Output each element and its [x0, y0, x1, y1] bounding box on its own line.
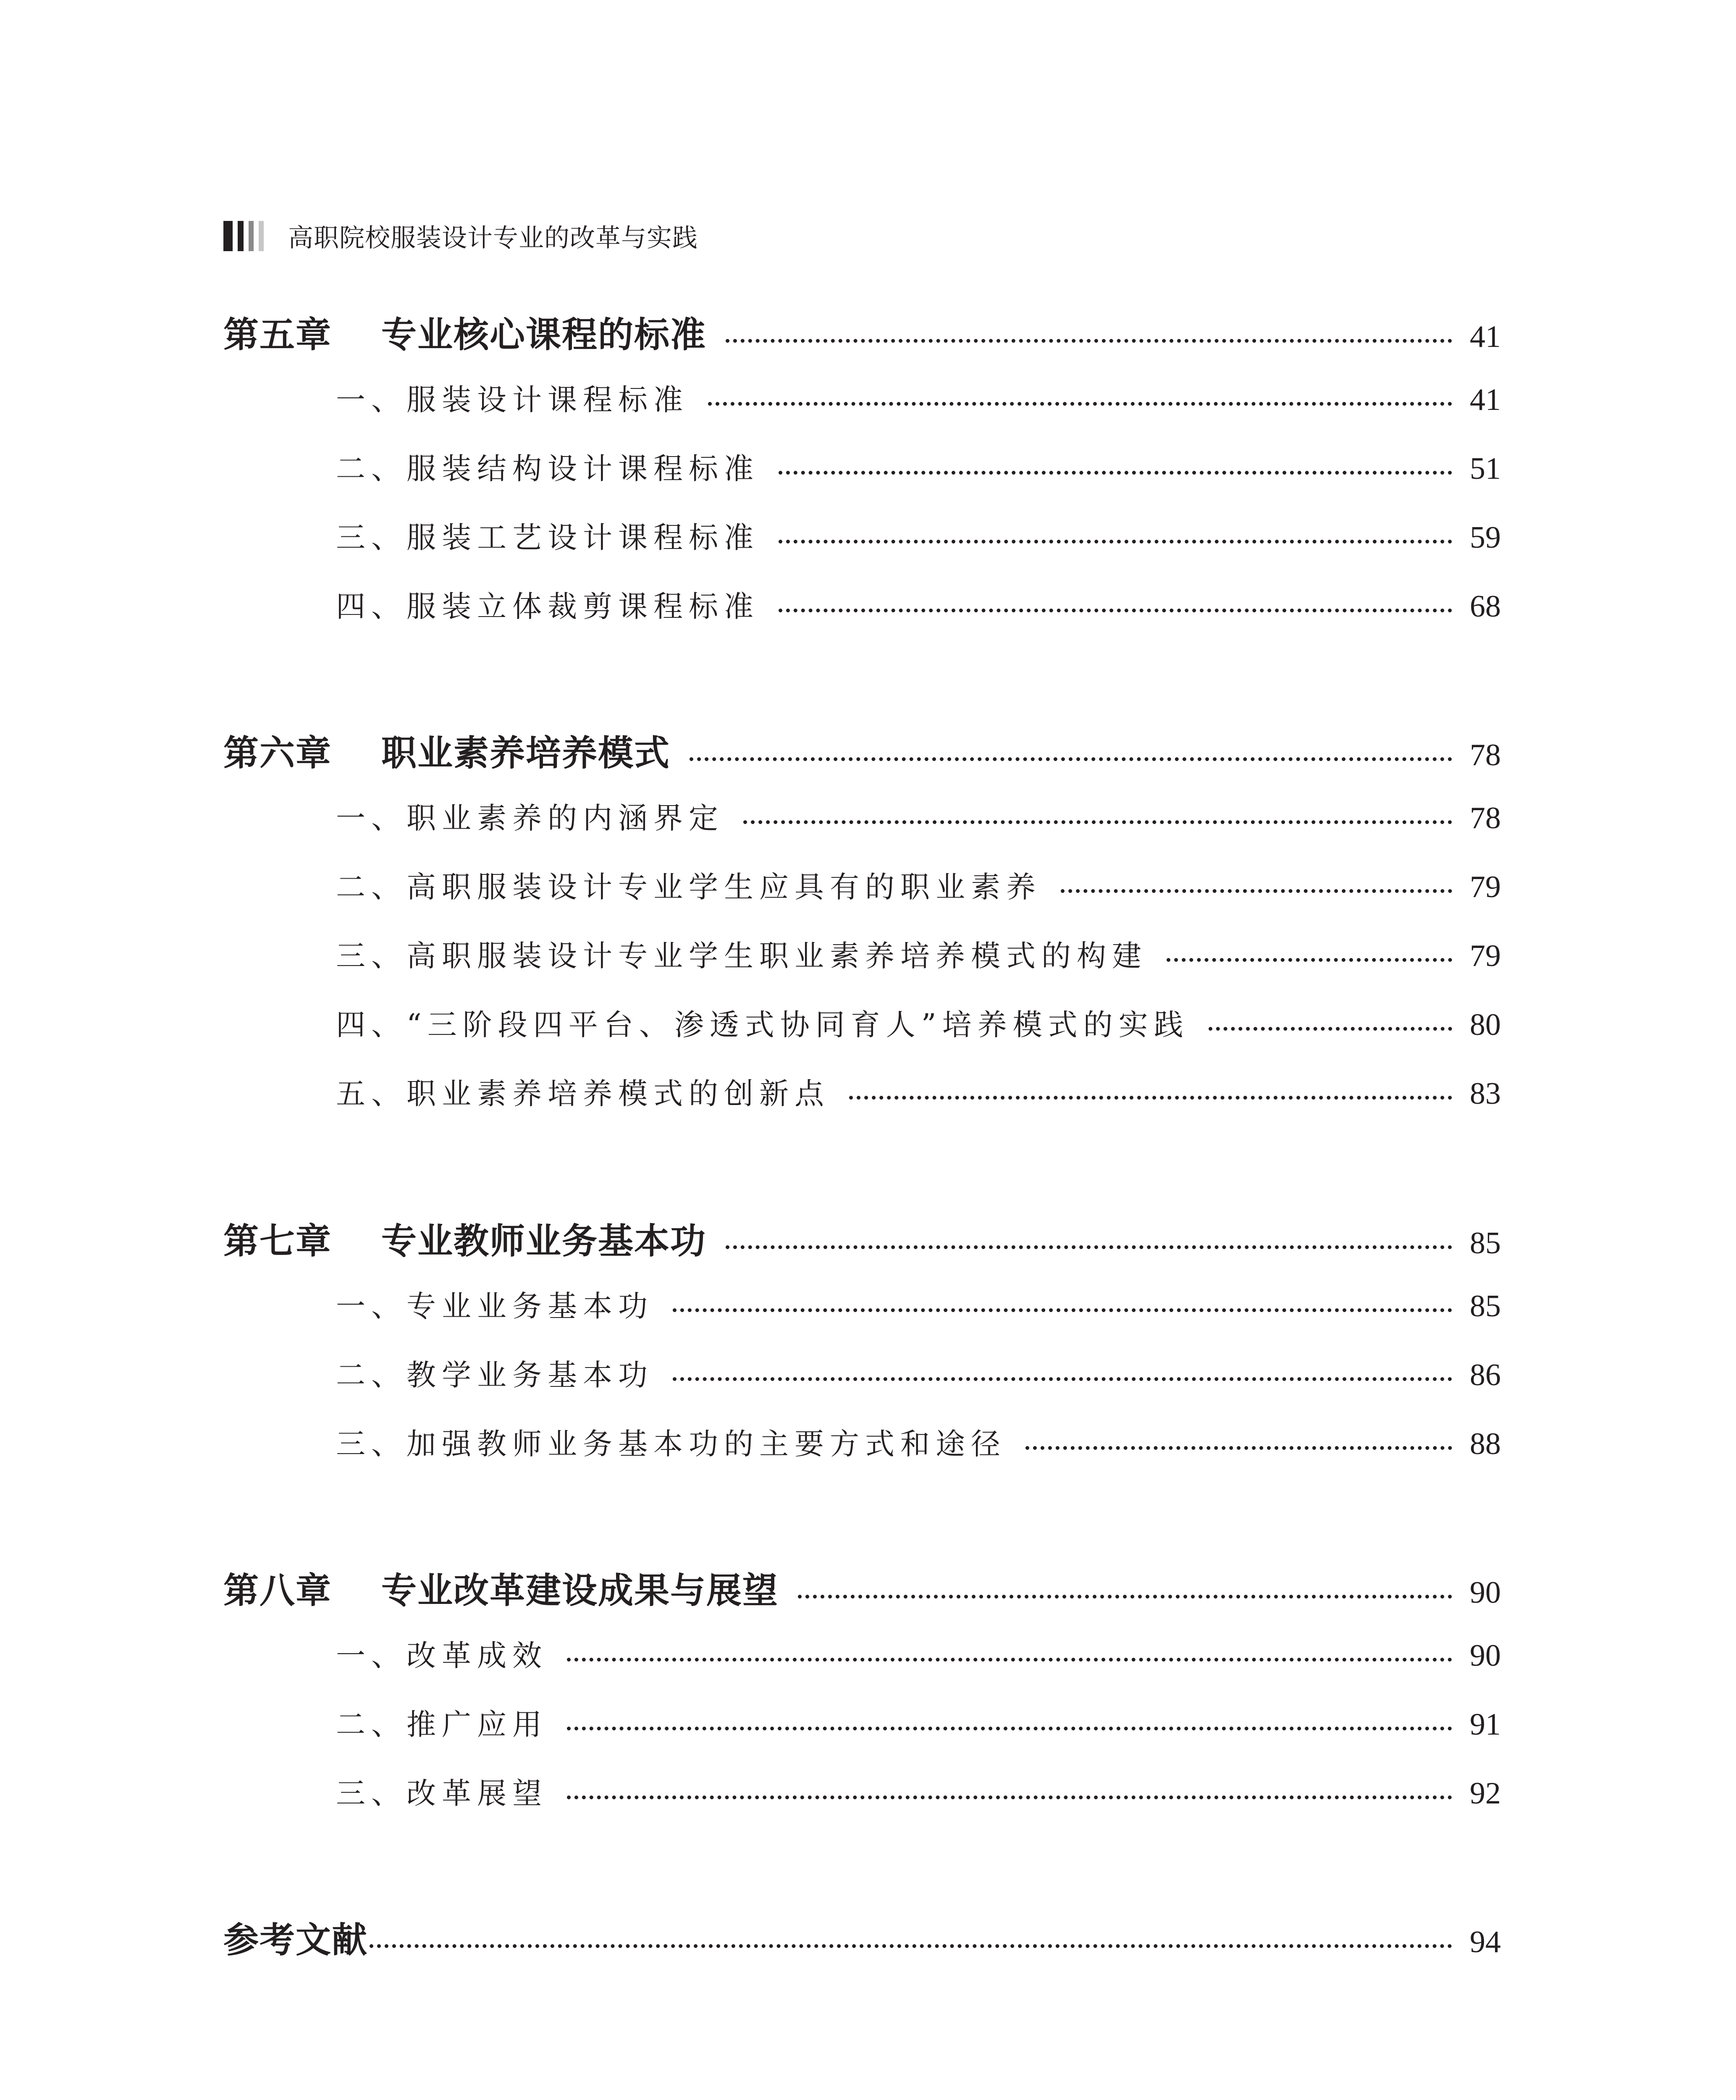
toc-section[interactable]	[336, 795, 1501, 845]
toc-section[interactable]	[336, 583, 1501, 633]
chapter-number: 第五章	[223, 314, 332, 355]
page-ref: 92	[1470, 1776, 1501, 1811]
section-title: 五、职业素养培养模式的创新点	[336, 1076, 830, 1111]
page-ref: 41	[1470, 320, 1501, 354]
page-ref: 51	[1470, 452, 1501, 486]
dot-leader	[673, 1308, 1452, 1312]
dot-leader	[798, 1595, 1452, 1599]
toc-section[interactable]	[336, 445, 1501, 496]
toc-references[interactable]	[223, 1912, 1501, 1962]
toc-section[interactable]	[336, 1352, 1501, 1402]
toc-section[interactable]	[336, 1701, 1501, 1751]
dot-leader	[567, 1658, 1452, 1662]
section-title: 三、高职服装设计专业学生职业素养培养模式的构建	[336, 939, 1147, 973]
dot-leader	[726, 1245, 1452, 1249]
dot-leader	[1025, 1446, 1452, 1450]
section-title: 一、改革成效	[336, 1638, 548, 1673]
page-ref: 86	[1470, 1358, 1501, 1392]
dot-leader	[567, 1727, 1452, 1730]
toc-section[interactable]	[336, 1001, 1501, 1052]
page-ref: 79	[1470, 939, 1501, 973]
chapter-number: 第七章	[223, 1221, 332, 1262]
dot-leader	[370, 1944, 1452, 1948]
page-ref: 85	[1470, 1226, 1501, 1260]
toc-section[interactable]	[336, 1632, 1501, 1683]
page-ref: 83	[1470, 1076, 1501, 1111]
chapter-title: 专业教师业务基本功	[381, 1221, 707, 1262]
page-ref: 85	[1470, 1289, 1501, 1323]
dot-leader	[779, 540, 1452, 543]
chapter-heading	[223, 1213, 706, 1264]
toc-section[interactable]	[336, 1283, 1501, 1333]
page-ref: 59	[1470, 520, 1501, 555]
toc-chapter-6[interactable]	[223, 725, 1501, 775]
page-ref: 88	[1470, 1427, 1501, 1461]
chapter-number: 第六章	[223, 732, 332, 774]
section-title: 二、推广应用	[336, 1707, 548, 1742]
section-title: 三、服装工艺设计课程标准	[336, 520, 759, 555]
dot-leader	[690, 757, 1452, 761]
chapter-heading	[223, 725, 670, 776]
dot-leader	[849, 1096, 1452, 1100]
running-header	[223, 219, 698, 253]
toc-section[interactable]	[336, 1070, 1501, 1121]
page-ref: 78	[1470, 801, 1501, 835]
section-title: 四、服装立体裁剪课程标准	[336, 589, 759, 624]
toc-section[interactable]	[336, 1770, 1501, 1820]
dot-leader	[743, 820, 1452, 824]
header-bars-icon	[223, 221, 264, 251]
chapter-heading	[223, 307, 706, 357]
book-title: 高职院校服装设计专业的改革与实践	[288, 223, 698, 253]
page-ref: 78	[1470, 738, 1501, 772]
toc-chapter-7[interactable]	[223, 1213, 1501, 1263]
section-title: 二、教学业务基本功	[336, 1358, 653, 1392]
dot-leader	[779, 609, 1452, 612]
dot-leader	[567, 1796, 1452, 1799]
dot-leader	[779, 471, 1452, 475]
page-ref: 90	[1470, 1638, 1501, 1673]
chapter-title: 专业核心课程的标准	[381, 314, 707, 355]
page-ref: 79	[1470, 870, 1501, 904]
page-ref: 91	[1470, 1707, 1501, 1742]
section-title: 四、“三阶段四平台、渗透式协同育人”培养模式的实践	[336, 1008, 1189, 1042]
dot-leader	[1209, 1027, 1452, 1031]
dot-leader	[673, 1377, 1452, 1381]
chapter-title: 职业素养培养模式	[381, 732, 671, 774]
section-title: 三、加强教师业务基本功的主要方式和途径	[336, 1427, 1006, 1461]
section-title: 二、服装结构设计课程标准	[336, 452, 759, 486]
toc-chapter-5[interactable]	[223, 307, 1501, 357]
toc-chapter-8[interactable]	[223, 1562, 1501, 1613]
references-title: 参考文献	[223, 1919, 368, 1961]
section-title: 一、专业业务基本功	[336, 1289, 653, 1323]
section-title: 二、高职服装设计专业学生应具有的职业素养	[336, 870, 1041, 904]
page-ref: 41	[1470, 383, 1501, 417]
chapter-number: 第八章	[223, 1570, 332, 1611]
page-ref: 80	[1470, 1008, 1501, 1042]
toc-section[interactable]	[336, 932, 1501, 983]
section-title: 一、服装设计课程标准	[336, 383, 689, 417]
dot-leader	[726, 339, 1452, 343]
toc-section[interactable]	[336, 514, 1501, 564]
page-ref: 90	[1470, 1575, 1501, 1610]
toc-section[interactable]	[336, 376, 1501, 427]
dot-leader	[708, 402, 1452, 406]
page-ref: 68	[1470, 589, 1501, 624]
toc-section[interactable]	[336, 864, 1501, 914]
toc-section[interactable]	[336, 1420, 1501, 1471]
chapter-title: 专业改革建设成果与展望	[381, 1570, 779, 1611]
page-ref: 94	[1470, 1925, 1501, 1959]
section-title: 三、改革展望	[336, 1776, 548, 1811]
chapter-heading	[223, 1562, 779, 1613]
dot-leader	[1167, 958, 1452, 962]
dot-leader	[1061, 889, 1452, 893]
section-title: 一、职业素养的内涵界定	[336, 801, 724, 835]
